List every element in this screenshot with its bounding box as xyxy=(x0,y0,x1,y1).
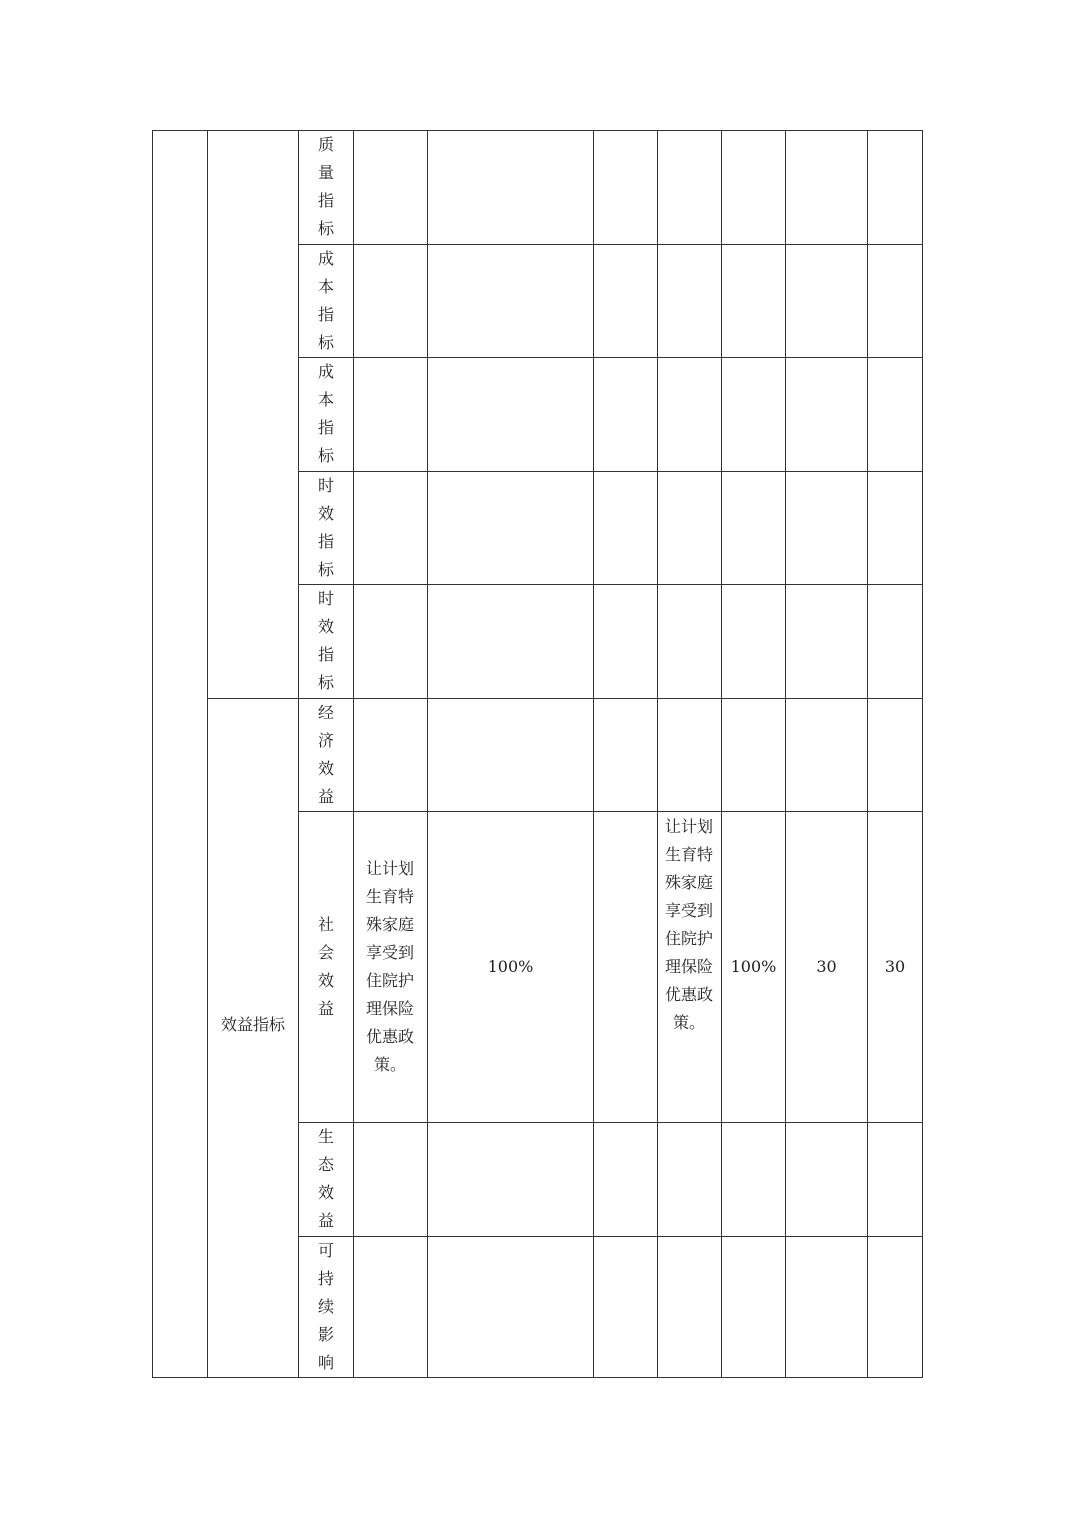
target-value-cell: 100% xyxy=(487,957,534,976)
row-divider xyxy=(298,244,923,245)
level3-indicator-label: 成本指标 xyxy=(317,362,334,465)
level3-indicator-label: 质量指标 xyxy=(317,135,334,238)
column-divider xyxy=(298,130,299,1378)
level2-indicator-label: 效益指标 xyxy=(220,1015,285,1034)
row-divider xyxy=(298,471,923,472)
table-top-border xyxy=(152,130,923,131)
row-divider xyxy=(298,1122,923,1123)
column-divider xyxy=(207,130,208,1378)
row-divider xyxy=(298,1236,923,1237)
column-divider xyxy=(721,130,722,1378)
column-divider xyxy=(867,130,868,1378)
level3-indicator-label: 生态效益 xyxy=(317,1127,334,1230)
actual-value-cell: 让计划生育特殊家庭享受到住院护理保险优惠政策。 xyxy=(664,817,713,1032)
weight-cell: 30 xyxy=(816,957,837,976)
table-right-border xyxy=(922,130,923,1378)
indicator-content-cell: 让计划生育特殊家庭享受到住院护理保险优惠政策。 xyxy=(365,859,414,1074)
column-divider xyxy=(152,130,153,1378)
level3-indicator-label: 时效指标 xyxy=(317,589,334,692)
completion-rate-cell: 100% xyxy=(730,957,777,976)
row-divider xyxy=(298,811,923,812)
score-cell: 30 xyxy=(884,957,906,976)
level3-indicator-label: 社会效益 xyxy=(317,915,334,1018)
row-divider xyxy=(298,584,923,585)
level3-indicator-label: 时效指标 xyxy=(317,476,334,579)
level3-indicator-label: 成本指标 xyxy=(317,249,334,352)
row-divider xyxy=(207,698,923,699)
table-bottom-border xyxy=(152,1377,923,1378)
level3-indicator-label: 经济效益 xyxy=(317,703,334,806)
column-divider xyxy=(785,130,786,1378)
column-divider xyxy=(353,130,354,1378)
row-divider xyxy=(298,357,923,358)
column-divider xyxy=(593,130,594,1378)
column-divider xyxy=(657,130,658,1378)
level3-indicator-label: 可持续影响 xyxy=(317,1241,334,1372)
column-divider xyxy=(427,130,428,1378)
